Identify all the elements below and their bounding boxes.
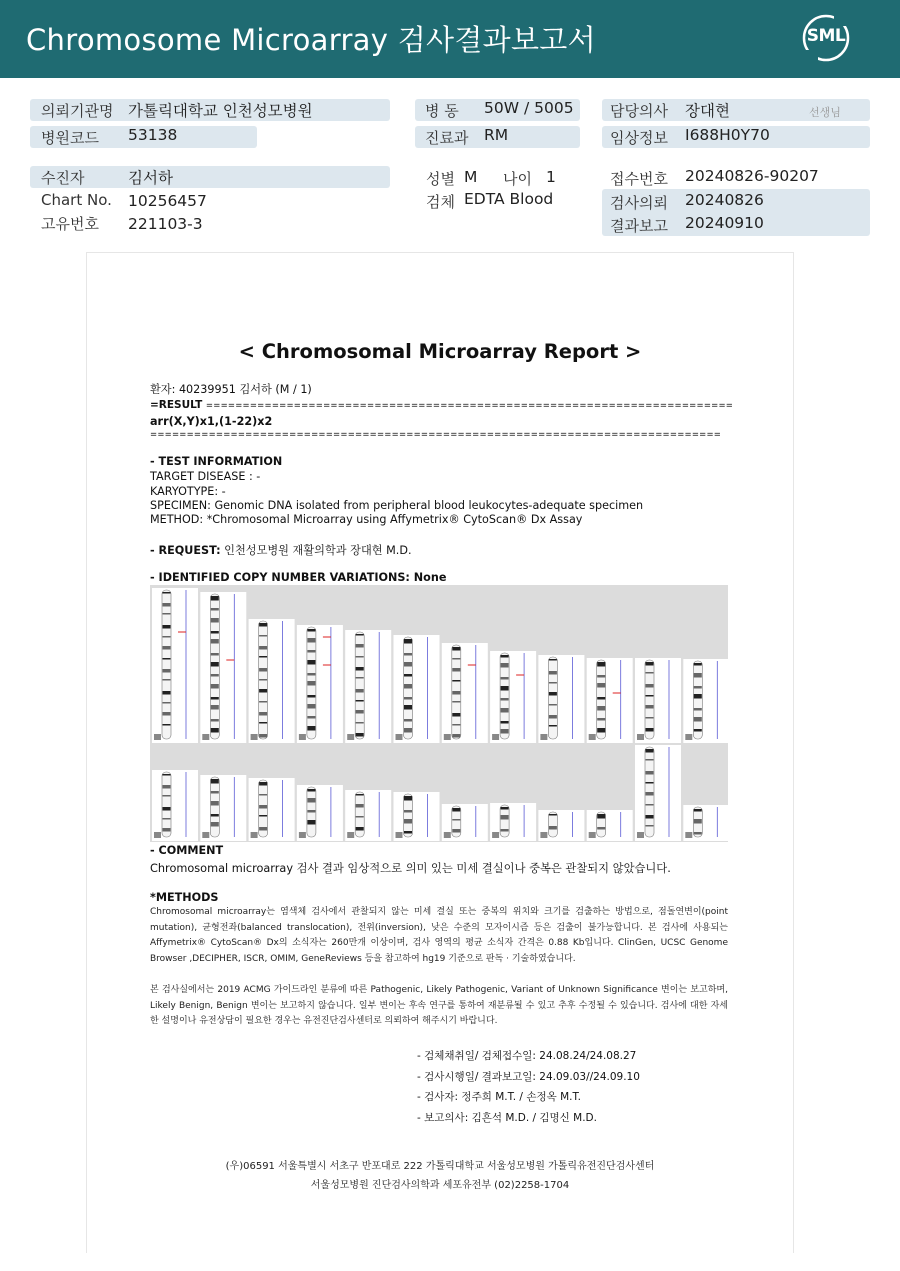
report-header [0,0,900,78]
result-label: =RESULT [150,399,206,411]
dept-label: 진료과 [425,129,469,147]
karyo-panel-r1-9 [538,655,584,743]
chromosome-r2-2 [210,777,219,837]
karyo-panel-r1-2 [200,592,246,743]
karyo-panel-r1-5 [345,630,391,743]
doctor-label: 담당의사 [610,102,668,120]
hospital-code-value: 53138 [128,126,178,144]
institution-value: 가톨릭대학교 인천성모병원 [128,102,313,120]
test-info-heading: - TEST INFORMATION [150,455,283,468]
result-line [150,399,733,411]
ward-label: 병 동 [425,102,459,120]
karyo-panel-r1-10 [587,658,633,743]
karyo-panel-r1-12 [683,659,728,743]
karyo-tag-r2-8 [492,832,499,838]
karyo-panel-r1-6 [394,635,440,743]
karyotype: KARYOTYPE: - [150,485,226,498]
report-header-title: Chromosome Microarray 검사결과보고서 [26,23,596,57]
chromosome-r2-1 [162,772,171,837]
karyo-tag-r2-1 [154,832,161,838]
karyo-tag-r2-10 [589,832,596,838]
karyo-tag-r1-11 [637,734,644,740]
methods-paragraph-2: 본 검사실에서는 2019 ACMG 가이드라인 분류에 따른 Pathogenic, Likely Pathogenic, Variant of Unknown Significance 변이는 보고하며, Likely Benign, Benign 변이는 보고하지 않습니다. 일부 변이는 후속 연구를 통하여 재분류될 수 있고 추후 수정될 수 있습니다. 검사에 대한 자세한 설명이나 유전상담이 필요한 경우는 유전진단검사센터로 의뢰하여 해주시기 바랍니다. [150,985,728,1026]
age-label: 나이 [503,170,532,188]
request-date-value: 20240826 [685,191,764,209]
methods-paragraph-1: Chromosomal microarray는 염색체 검사에서 관찰되지 않는 미세 결실 또는 중복의 위치와 크기를 검출하는 방법으로, 점돌연변이(point mutation), 균형전좌(balanced translocation), 전위(inversion), 낮은 수준의 모자이시즘 등은 검출이 불가능합니다. 본 검사에 사용되는 Affymetrix® CytoScan® Dx의 소식자는 260만개 이상이며, 검사 영역의 평균 소식자 간격은 0.88 Kb입니다. ClinGen, UCSC Genome Browser ,DECIPHER, ISCR, OMIM, GeneReviews 등을 참고하여 hg19 기준으로 판독 · 기술하였습니다. [150,907,728,964]
footer-address: (우)06591 서울특별시 서초구 반포대로 222 가톨릭대학교 서울성모병원 가톨릭유전진단검사센터 [225,1161,655,1172]
report-date-label: 결과보고 [610,217,668,235]
unique-no-value: 221103-3 [128,215,203,233]
karyo-panel-r2-1 [152,770,198,841]
sex-value: M [464,168,478,186]
clinical-label: 임상정보 [610,129,668,147]
method-line: METHOD: *Chromosomal Microarray using Affymetrix® CytoScan® Dx Assay [150,513,583,526]
report-date-value: 20240910 [685,214,764,232]
receipt-value: 20240826-90207 [685,167,819,185]
karyo-tag-r1-9 [540,734,547,740]
chart-no-value: 10256457 [128,192,207,210]
karyo-tag-r2-7 [444,832,451,838]
karyo-panel-r1-1 [152,588,198,743]
receipt-label: 접수번호 [610,170,668,188]
specimen-label: 검체 [426,193,455,211]
footer-department: 서울성모병원 진단검사의학과 세포유전부 (02)2258-1704 [310,1180,570,1191]
comment-heading: - COMMENT [150,844,224,857]
specimen-value: EDTA Blood [464,190,554,208]
karyo-tag-r2-5 [347,832,354,838]
result-rule: ======================================================================== [205,401,734,411]
report-title: < Chromosomal Microarray Report > [238,340,642,363]
hospital-code-label: 병원코드 [41,129,99,147]
chromosome-r2-9 [548,812,557,837]
karyo-panel-r1-11 [635,658,681,743]
result-divider: ============================================================================== [150,430,722,440]
chromosome-r1-1 [162,590,171,739]
sign-line-4: - 보고의사: 김흔석 M.D. / 김명신 M.D. [417,1112,597,1124]
result-value: arr(X,Y)x1,(1-22)x2 [150,415,273,428]
karyo-tag-r1-2 [202,734,209,740]
patient-line: 환자: 40239951 김서하 (M / 1) [150,383,312,396]
karyo-tag-r2-11 [637,832,644,838]
patient-value: 김서하 [128,169,173,187]
karyo-panel-r2-11 [635,745,681,841]
karyo-tag-r2-12 [685,832,692,838]
request-line [150,542,412,558]
chromosome-r1-12 [693,661,702,739]
karyo-tag-r1-5 [347,734,354,740]
karyogram-svg [150,585,728,842]
karyogram-image [150,585,728,842]
target-disease: TARGET DISEASE : - [150,470,261,483]
karyo-tag-r1-10 [589,734,596,740]
doctor-suffix: 선생님 [809,106,841,119]
sign-line-2: - 검사시행일/ 결과보고일: 24.09.03//24.09.10 [417,1071,640,1083]
karyo-tag-r2-4 [299,832,306,838]
karyo-tag-r2-9 [540,832,547,838]
age-value: 1 [546,168,556,186]
karyo-panel-r2-2 [200,775,246,841]
chart-no-label: Chart No. [41,191,112,209]
karyo-panel-r1-3 [249,619,295,743]
request-date-label: 검사의뢰 [610,194,668,212]
karyo-panel-r1-8 [490,651,536,743]
sml-logo [800,12,852,64]
sign-line-3: - 검사자: 정주희 M.T. / 손정옥 M.T. [417,1091,581,1103]
chromosome-r1-11 [645,660,654,739]
karyo-tag-r1-4 [299,734,306,740]
clinical-value: I688H0Y70 [685,126,770,144]
cnv-heading: - IDENTIFIED COPY NUMBER VARIATIONS: None [150,571,447,584]
karyo-panel-r2-3 [249,778,295,841]
unique-no-label: 고유번호 [41,215,99,233]
comment-text: Chromosomal microarray 검사 결과 임상적으로 의미 있는 미세 결실이나 중복은 관찰되지 않았습니다. [150,862,671,875]
ward-value: 50W / 5005 [484,99,574,117]
karyo-tag-r1-3 [251,734,258,740]
karyo-tag-r2-3 [251,832,258,838]
request-heading: - REQUEST: [150,544,221,557]
karyo-tag-r2-2 [202,832,209,838]
karyo-tag-r1-8 [492,734,499,740]
chromosome-r1-9 [548,657,557,739]
karyo-tag-r1-6 [396,734,403,740]
karyo-panel-r1-7 [442,643,488,743]
karyo-tag-r1-1 [154,734,161,740]
patient-label: 수진자 [41,169,85,187]
dept-value: RM [484,126,509,144]
chromosome-r2-8 [500,805,509,837]
methods-heading: *METHODS [150,891,219,904]
institution-label: 의뢰기관명 [41,102,114,120]
karyo-panel-r1-4 [297,625,343,743]
sign-line-1: - 검체채취일/ 검체접수일: 24.08.24/24.08.27 [417,1050,637,1062]
karyo-tag-r1-7 [444,734,451,740]
specimen-line: SPECIMEN: Genomic DNA isolated from peripheral blood leukocytes-adequate specimen [150,499,644,512]
karyo-tag-r2-6 [396,832,403,838]
karyo-tag-r1-12 [685,734,692,740]
doctor-value: 장대현 [685,102,730,120]
request-value: 인천성모병원 재활의학과 장대현 M.D. [220,544,412,557]
sex-label: 성별 [426,170,455,188]
sml-logo-text: SML [806,26,846,46]
